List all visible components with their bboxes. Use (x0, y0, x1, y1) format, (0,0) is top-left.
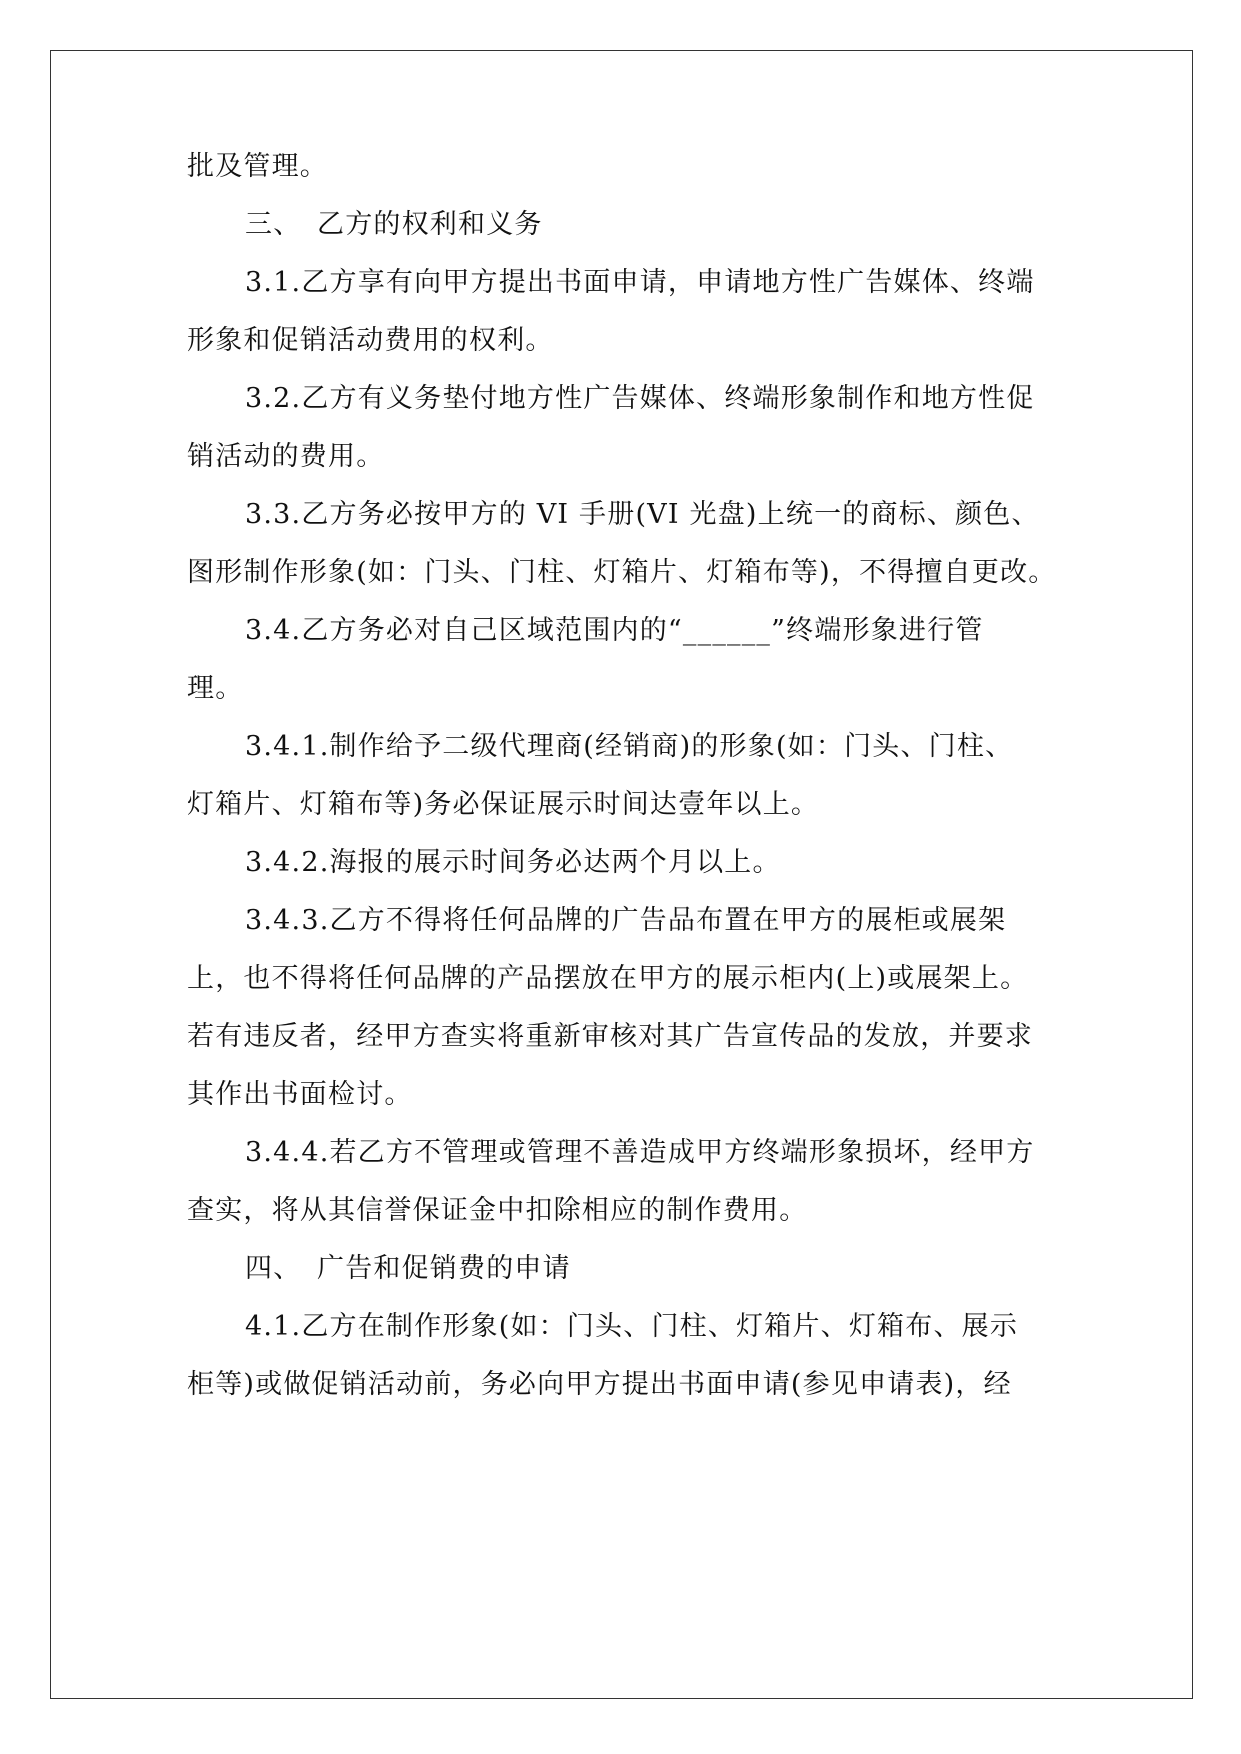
paragraph-line: 3.2.乙方有义务垫付地方性广告媒体、终端形象制作和地方性促 (245, 383, 1035, 414)
paragraph-line: 查实，将从其信誉保证金中扣除相应的制作费用。 (187, 1195, 808, 1226)
section-number: 三、 (245, 209, 302, 240)
paragraph-line: 批及管理。 (187, 151, 328, 182)
paragraph-line: 灯箱片、灯箱布等)务必保证展示时间达壹年以上。 (187, 789, 820, 820)
paragraph-line: 其作出书面检讨。 (187, 1079, 413, 1110)
paragraph-line: 3.3.乙方务必按甲方的 VI 手册(VI 光盘)上统一的商标、颜色、 (245, 499, 1040, 530)
section-heading-4 (245, 1249, 571, 1289)
paragraph-line: 3.4.1.制作给予二级代理商(经销商)的形象(如：门头、门柱、 (245, 731, 1014, 762)
paragraph-line: 3.4.3.乙方不得将任何品牌的广告品布置在甲方的展柜或展架 (245, 905, 1007, 936)
paragraph-line: 销活动的费用。 (187, 441, 385, 472)
paragraph-line: 形象和促销活动费用的权利。 (187, 325, 554, 356)
section-title: 广告和促销费的申请 (317, 1253, 571, 1284)
paragraph-line: 柜等)或做促销活动前，务必向甲方提出书面申请(参见申请表)，经 (187, 1369, 1012, 1400)
paragraph-line: 3.1.乙方享有向甲方提出书面申请，申请地方性广告媒体、终端 (245, 267, 1035, 298)
paragraph-line: 上，也不得将任何品牌的产品摆放在甲方的展示柜内(上)或展架上。 (187, 963, 1029, 994)
paragraph-line: 3.4.4.若乙方不管理或管理不善造成甲方终端形象损坏，经甲方 (245, 1137, 1035, 1168)
paragraph-line: 3.4.乙方务必对自己区域范围内的“______”终端形象进行管 (245, 615, 984, 646)
paragraph-line: 3.4.2.海报的展示时间务必达两个月以上。 (245, 847, 781, 878)
paragraph-line: 若有违反者，经甲方查实将重新审核对其广告宣传品的发放，并要求 (187, 1021, 1033, 1052)
section-number: 四、 (245, 1253, 302, 1284)
section-heading-3 (245, 205, 543, 245)
paragraph-line: 理。 (187, 673, 244, 704)
paragraph-line: 4.1.乙方在制作形象(如：门头、门柱、灯箱片、灯箱布、展示 (245, 1311, 1019, 1342)
paragraph-line: 图形制作形象(如：门头、门柱、灯箱片、灯箱布等)，不得擅自更改。 (187, 557, 1057, 588)
section-title: 乙方的权利和义务 (317, 209, 543, 240)
